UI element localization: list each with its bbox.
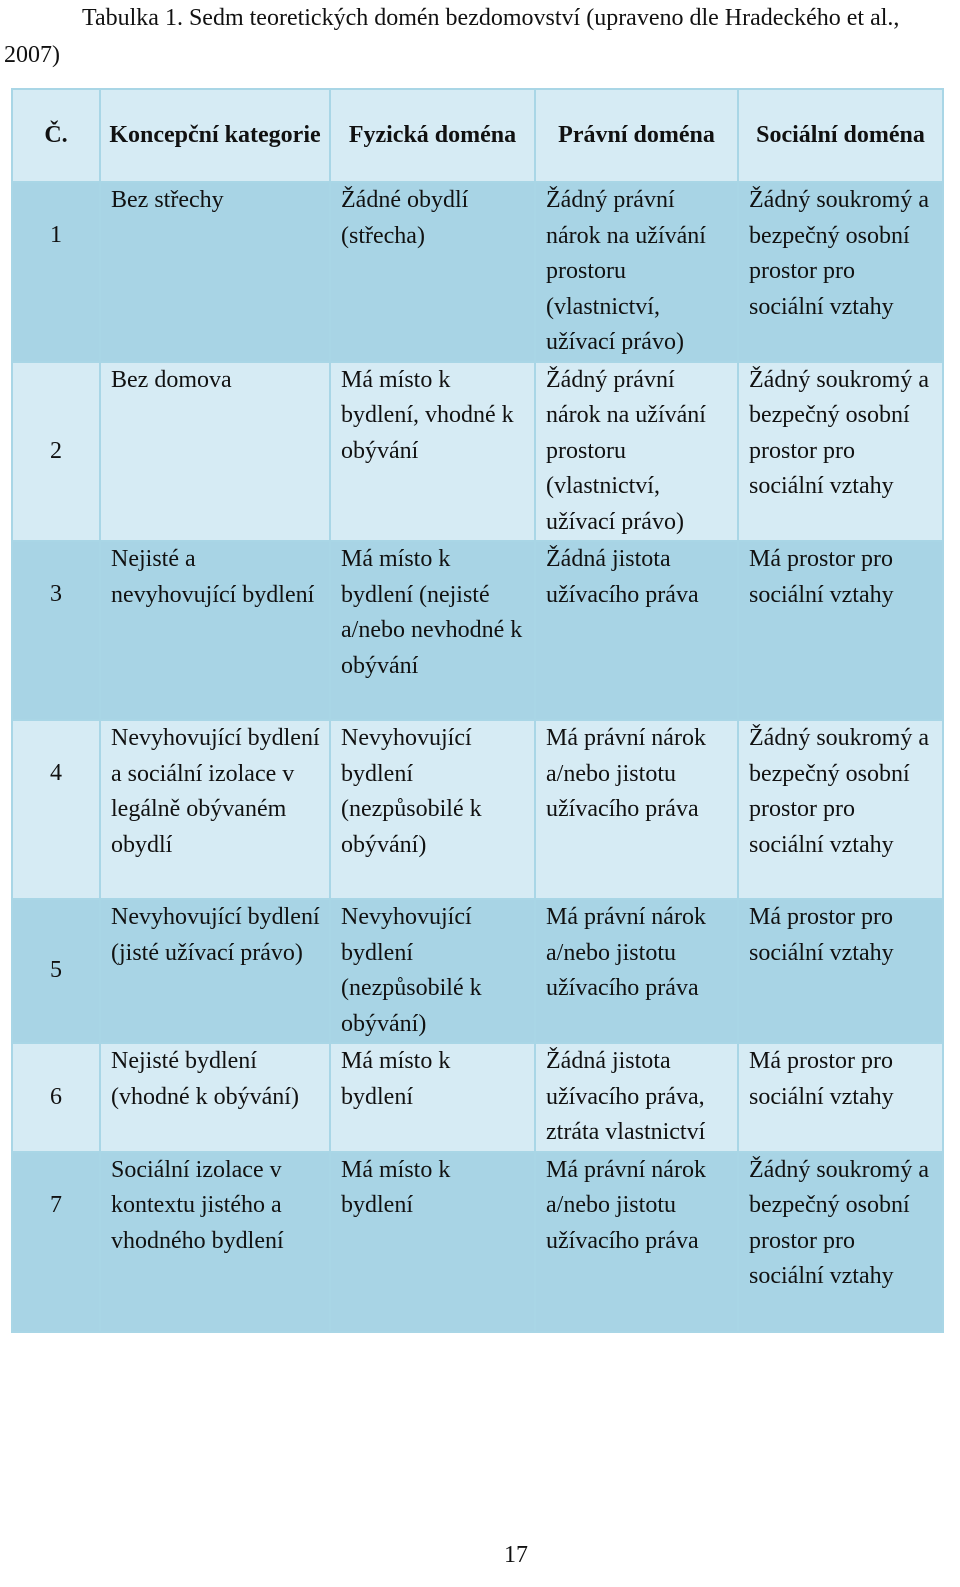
cell-social: Má prostor pro sociální vztahy [738,541,943,720]
cell-physical: Má místo k bydlení [330,1043,535,1152]
cell-legal: Žádný právní nárok na užívání prostoru (vlastnictví, užívací právo) [535,182,738,362]
header-number: Č. [12,89,100,182]
cell-physical: Nevyhovující bydlení (nezpůsobilé k obývání) [330,899,535,1043]
cell-category: Nevyhovující bydlení a sociální izolace v legálně obývaném obydlí [100,720,330,899]
header-category: Koncepční kategorie [100,89,330,182]
cell-social: Má prostor pro sociální vztahy [738,1043,943,1152]
table-row [12,182,943,362]
page-number: 17 [504,1542,528,1568]
cell-social: Žádný soukromý a bezpečný osobní prostor pro sociální vztahy [738,362,943,542]
row-number: 5 [12,899,100,1043]
header-legal-domain: Právní doména [535,89,738,182]
cell-physical: Nevyhovující bydlení (nezpůsobilé k obývání) [330,720,535,899]
cell-legal: Žádný právní nárok na užívání prostoru (vlastnictví, užívací právo) [535,362,738,542]
cell-physical: Má místo k bydlení (nejisté a/nebo nevhodné k obývání [330,541,535,720]
cell-category: Bez střechy [100,182,330,362]
table-row [12,362,943,542]
cell-social: Žádný soukromý a bezpečný osobní prostor pro sociální vztahy [738,720,943,899]
cell-category: Nejisté a nevyhovující bydlení [100,541,330,720]
row-number: 3 [12,541,100,720]
table-row [12,1043,943,1152]
table-header-row [12,89,943,182]
table-caption: Tabulka 1. Sedm teoretických domén bezdomovství (upraveno dle Hradeckého et al., 2007) [4,5,900,68]
table-row [12,720,943,899]
cell-social: Žádný soukromý a bezpečný osobní prostor pro sociální vztahy [738,1152,943,1332]
table-row [12,899,943,1043]
cell-category: Nevyhovující bydlení (jisté užívací právo) [100,899,330,1043]
cell-physical: Žádné obydlí (střecha) [330,182,535,362]
cell-legal: Žádná jistota užívacího práva, ztráta vlastnictví [535,1043,738,1152]
cell-category: Bez domova [100,362,330,542]
row-number: 1 [12,182,100,362]
cell-legal: Má právní nárok a/nebo jistotu užívacího práva [535,899,738,1043]
row-number: 4 [12,720,100,899]
cell-physical: Má místo k bydlení [330,1152,535,1332]
row-number: 2 [12,362,100,542]
row-number: 7 [12,1152,100,1332]
cell-social: Žádný soukromý a bezpečný osobní prostor pro sociální vztahy [738,182,943,362]
homelessness-domains-table [11,88,944,1333]
cell-social: Má prostor pro sociální vztahy [738,899,943,1043]
cell-legal: Žádná jistota užívacího práva [535,541,738,720]
cell-legal: Má právní nárok a/nebo jistotu užívacího práva [535,720,738,899]
cell-physical: Má místo k bydlení, vhodné k obývání [330,362,535,542]
row-number: 6 [12,1043,100,1152]
cell-category: Nejisté bydlení (vhodné k obývání) [100,1043,330,1152]
header-physical-domain: Fyzická doména [330,89,535,182]
cell-category: Sociální izolace v kontextu jistého a vhodného bydlení [100,1152,330,1332]
table-row [12,541,943,720]
header-social-domain: Sociální doména [738,89,943,182]
table-row [12,1152,943,1332]
cell-legal: Má právní nárok a/nebo jistotu užívacího práva [535,1152,738,1332]
